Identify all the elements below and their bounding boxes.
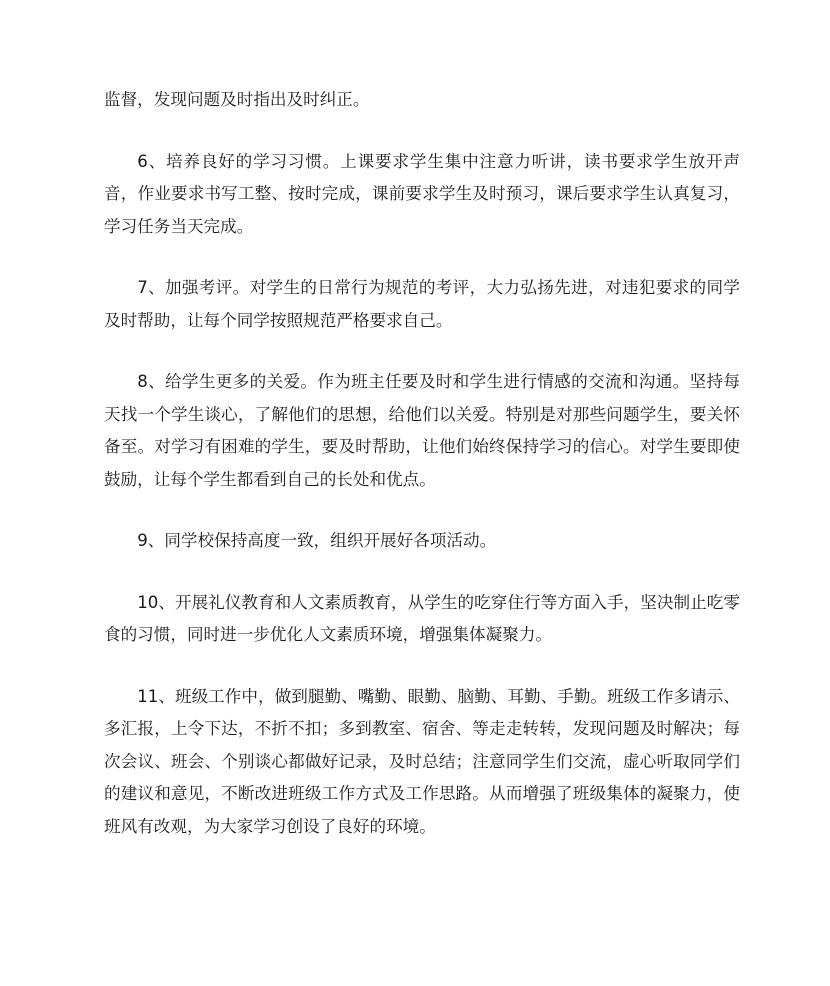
paragraph-item-10: 10、开展礼仪教育和人文素质教育，从学生的吃穿住行等方面入手，坚决制止吃零食的习惯，同时进一步优化人文素质环境，增强集体凝聚力。 [104,592,740,644]
paragraph-item-6: 6、培养良好的学习习惯。上课要求学生集中注意力听讲，读书要求学生放开声音，作业要求书写工整、按时完成，课前要求学生及时预习，课后要求学生认真复习，学习任务当天完成。 [104,151,740,236]
paragraph-item-7: 7、加强考评。对学生的日常行为规范的考评，大力弘扬先进，对违犯要求的同学及时帮助，让每个同学按照规范严格要求自己。 [104,278,740,330]
paragraph-item-11: 11、班级工作中，做到腿勤、嘴勤、眼勤、脑勤、耳勤、手勤。班级工作多请示、多汇报，上令下达，不折不扣；多到教室、宿舍、等走走转转，发现问题及时解决；每次会议、班会、个别谈心都做好记录，及时总结；注意同学生们交流，虚心听取同学们的建议和意见，不断改进班级工作方式及工作思路。从而增强了班级集体的凝聚力，使班风有改观，为大家学习创设了良好的环境。 [104,686,740,836]
paragraph-item-8: 8、给学生更多的关爱。作为班主任要及时和学生进行情感的交流和沟通。坚持每天找一个学生谈心，了解他们的思想，给他们以关爱。特别是对那些问题学生，要关怀备至。对学习有困难的学生，要及时帮助，让他们始终保持学习的信心。对学生要即使鼓励，让每个学生都看到自己的长处和优点。 [104,372,740,489]
document-page [104,84,740,872]
paragraph-continuation: 监督，发现问题及时指出及时纠正。 [104,90,370,109]
paragraph-item-9: 9、同学校保持高度一致，组织开展好各项活动。 [137,531,497,550]
